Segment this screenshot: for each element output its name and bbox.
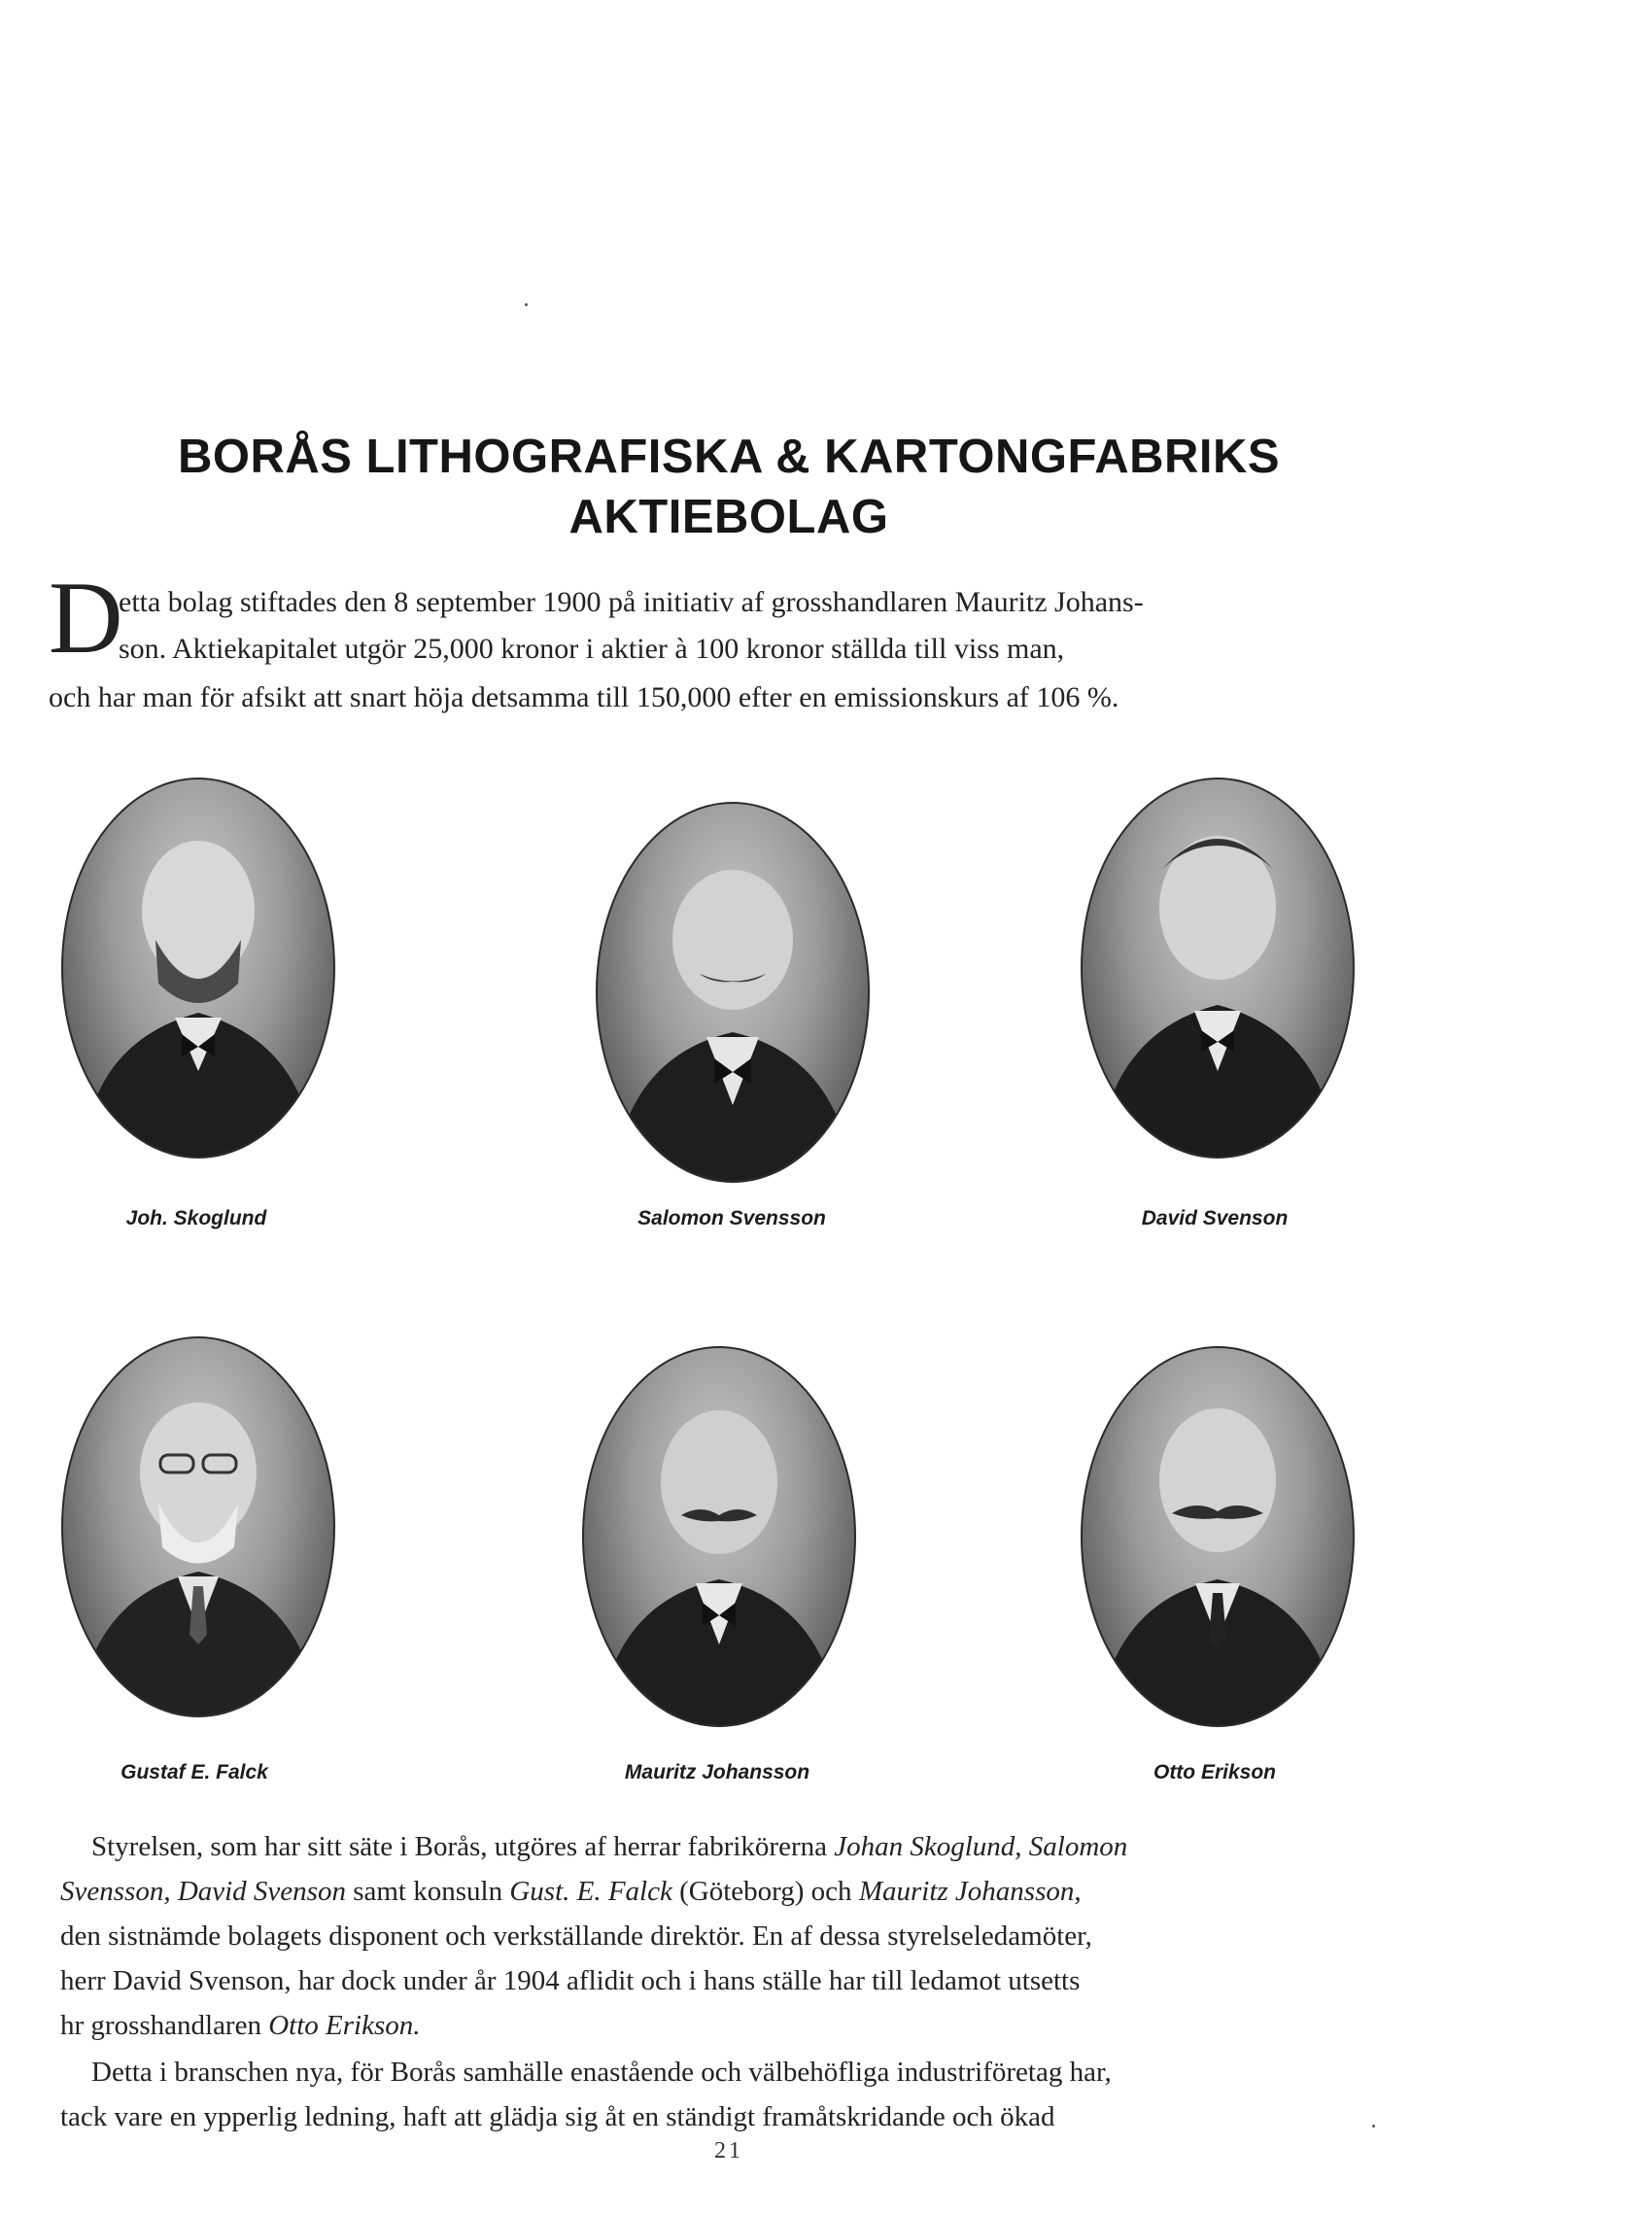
body-text-segment: samt konsuln (345, 1876, 510, 1907)
body-line (60, 2006, 421, 2045)
intro-line-3: och har man för afsikt att snart höja detsamma till 150,000 efter en emissionskurs af 106 %. (49, 681, 1119, 713)
intro-line-1: etta bolag stiftades den 8 september 1900 på initiativ af grosshandlaren Mauritz Johans- (119, 586, 1144, 618)
portrait-photo (596, 802, 870, 1183)
page-number: 21 (714, 2138, 743, 2163)
body-line (60, 1872, 1082, 1911)
body-italic-segment: Gust. E. Falck (509, 1876, 672, 1907)
body-line: tack vare en ypperlig ledning, haft att glädja sig åt en ständigt framåtskridande och ökad (60, 2101, 1055, 2132)
body-italic-segment: Johan Skoglund, Salomon (834, 1831, 1128, 1862)
portrait-photo (1081, 1346, 1355, 1727)
title-line-2: AKTIEBOLAG (568, 491, 889, 543)
person-silhouette-icon (584, 1348, 854, 1725)
body-text-segment: hr grosshandlaren (60, 2010, 269, 2041)
person-silhouette-icon (1083, 1348, 1353, 1725)
body-italic-segment: Mauritz Johansson, (858, 1876, 1082, 1907)
person-silhouette-icon (1083, 779, 1353, 1157)
person-silhouette-icon (63, 779, 333, 1157)
body-line: Detta i branschen nya, för Borås samhälle enastående och välbehöfliga industriföretag har, (91, 2057, 1112, 2088)
body-line: herr David Svenson, har dock under år 1904 aflidit och i hans ställe har till ledamot utsetts (60, 1965, 1081, 1996)
body-text-segment: (Göteborg) och (671, 1876, 859, 1907)
drop-cap: D (49, 561, 123, 675)
portrait-caption: Gustaf E. Falck (120, 1761, 268, 1783)
body-italic-segment: Svensson, David Svenson (60, 1876, 346, 1907)
portrait-caption: David Svenson (1141, 1207, 1289, 1229)
body-text-segment: Styrelsen, som har sitt säte i Borås, utgöres af herrar fabrikörerna (91, 1831, 835, 1862)
portrait-photo (61, 1336, 335, 1717)
portrait-photo (582, 1346, 856, 1727)
portrait-photo (1081, 778, 1355, 1159)
person-silhouette-icon (598, 804, 868, 1181)
title-line-1: BORÅS LITHOGRAFISKA & KARTONGFABRIKS (177, 431, 1281, 483)
body-line (91, 1827, 1127, 1866)
body-italic-segment: Otto Erikson. (268, 2010, 421, 2041)
portrait-caption: Otto Erikson (1153, 1761, 1276, 1783)
speck (1372, 2125, 1375, 2128)
person-silhouette-icon (63, 1338, 333, 1715)
portrait-caption: Salomon Svensson (637, 1207, 826, 1229)
portrait-caption: Mauritz Johansson (624, 1761, 810, 1783)
speck (525, 303, 528, 306)
portrait-caption: Joh. Skoglund (125, 1207, 267, 1229)
body-line: den sistnämde bolagets disponent och verkställande direktör. En af dessa styrelseledamöter, (60, 1921, 1092, 1952)
intro-line-2: son. Aktiekapitalet utgör 25,000 kronor i aktier à 100 kronor ställda till viss man, (119, 633, 1065, 665)
portrait-photo (61, 778, 335, 1159)
